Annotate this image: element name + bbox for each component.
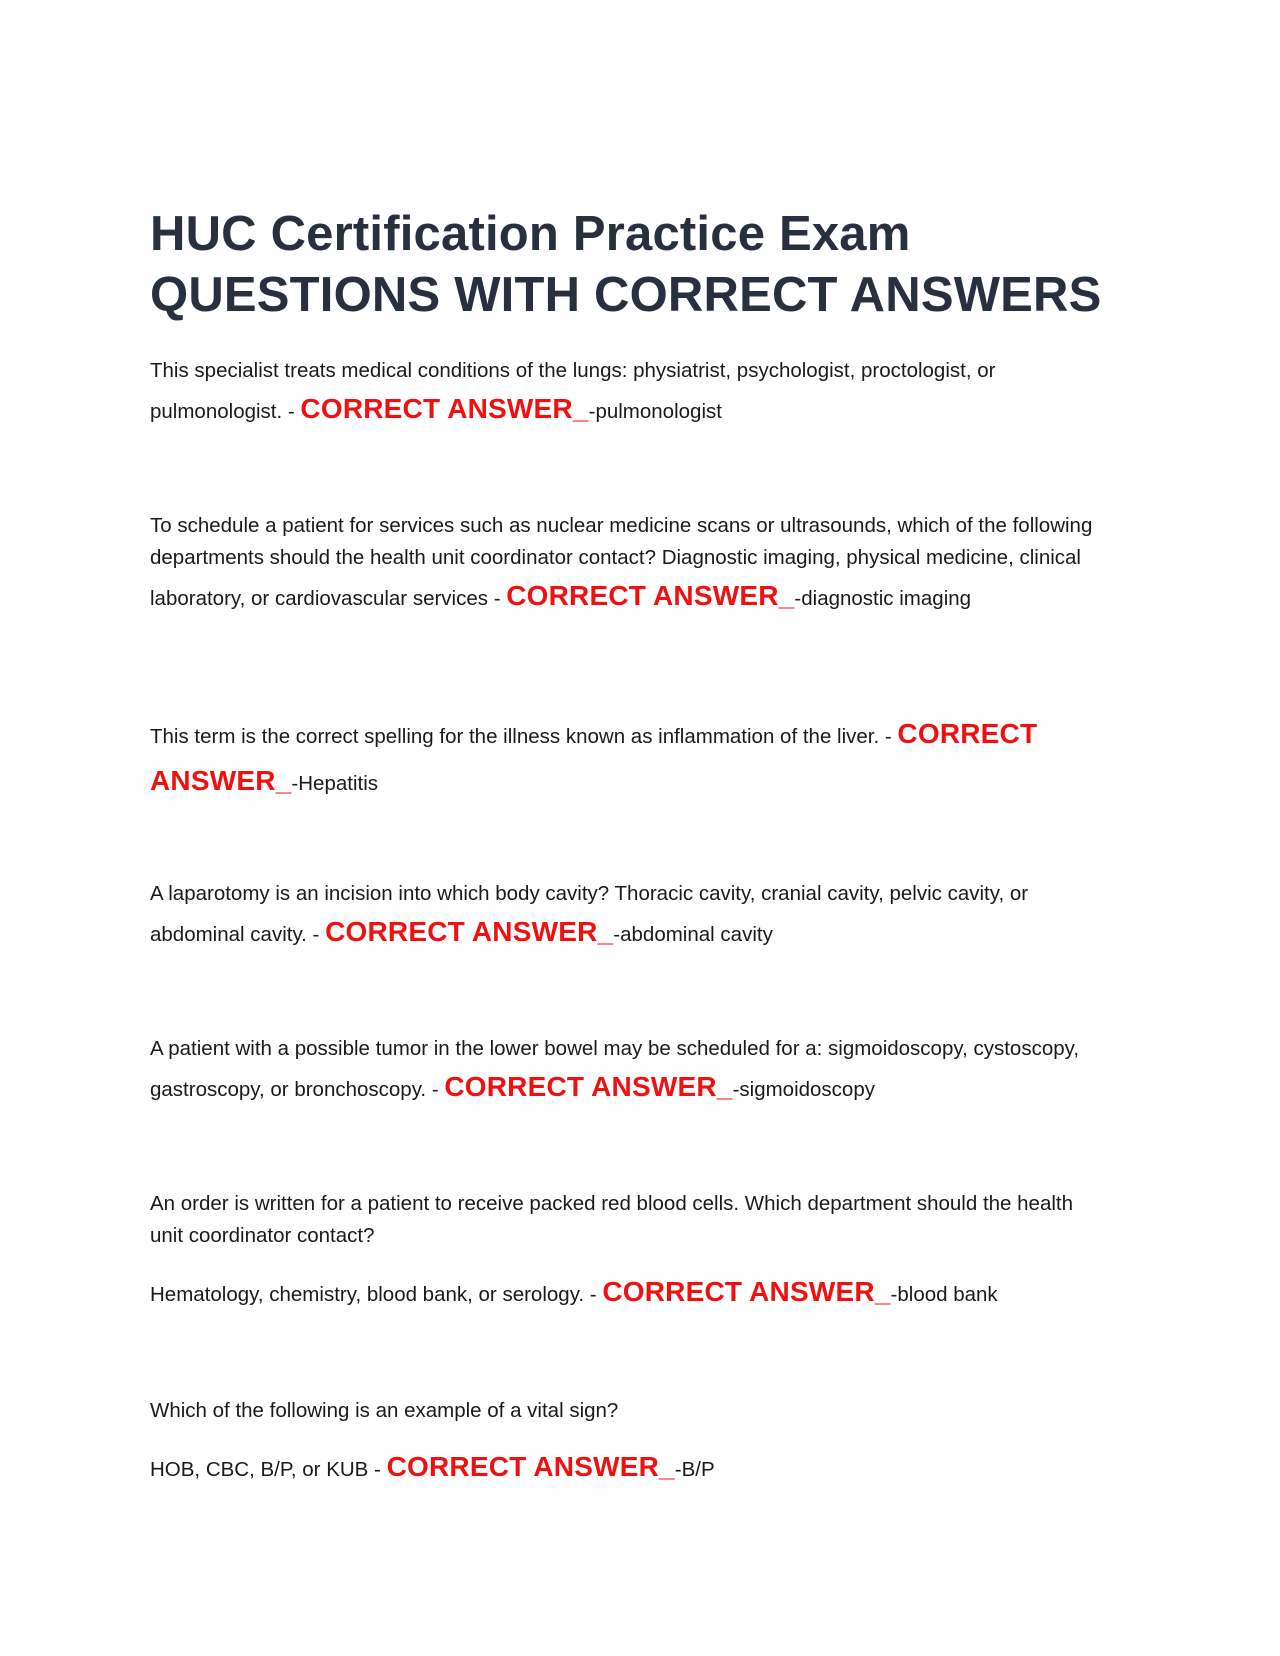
correct-answer-label: CORRECT ANSWER_	[506, 580, 795, 611]
correct-answer-label: CORRECT ANSWER_	[325, 916, 614, 947]
correct-answer-label: CORRECT ANSWER_	[602, 1276, 891, 1307]
question-block	[150, 1395, 1130, 1492]
answer-line	[150, 1065, 1130, 1112]
question-text: A patient with a possible tumor in the lower bowel may be scheduled for a: sigmoidoscopy, cystoscopy,	[150, 1037, 1080, 1060]
answer-value: -abdominal cavity	[613, 923, 773, 946]
answer-line	[150, 1270, 1130, 1317]
question-text: departments should the health unit coordinator contact? Diagnostic imaging, physical medicine, clinical	[150, 546, 1081, 569]
question-block	[150, 1033, 1130, 1112]
question-text: A laparotomy is an incision into which body cavity? Thoracic cavity, cranial cavity, pelvic cavity, or	[150, 882, 1029, 905]
answer-line	[150, 1445, 1130, 1492]
question-text: unit coordinator contact?	[150, 1224, 375, 1247]
question-block	[150, 355, 1130, 434]
question-tail: gastroscopy, or bronchoscopy. -	[150, 1078, 445, 1101]
correct-answer-label-part2: ANSWER_	[150, 765, 292, 796]
answer-value: -sigmoidoscopy	[732, 1078, 875, 1101]
question-block	[150, 878, 1130, 957]
correct-answer-label: CORRECT ANSWER_	[386, 1451, 675, 1482]
answer-value: -pulmonologist	[588, 400, 722, 423]
answer-line	[150, 387, 1130, 434]
question-tail: laboratory, or cardiovascular services -	[150, 587, 507, 610]
answer-line	[150, 910, 1130, 957]
question-text: This specialist treats medical conditions of the lungs: physiatrist, psychologist, proctologist, or	[150, 359, 996, 382]
correct-answer-label: CORRECT ANSWER_	[444, 1071, 733, 1102]
question-tail: pulmonologist. -	[150, 400, 301, 423]
question-tail: HOB, CBC, B/P, or KUB -	[150, 1458, 387, 1481]
answer-line	[150, 712, 1130, 759]
question-tail: This term is the correct spelling for the illness known as inflammation of the liver. -	[150, 725, 898, 748]
question-block	[150, 712, 1130, 806]
page-title	[150, 204, 1150, 326]
question-block	[150, 510, 1130, 621]
answer-line	[150, 759, 1130, 806]
question-text: An order is written for a patient to receive packed red blood cells. Which department should the health	[150, 1192, 1074, 1215]
correct-answer-label-part1: CORRECT	[897, 718, 1038, 749]
question-tail: abdominal cavity. -	[150, 923, 326, 946]
question-tail: Hematology, chemistry, blood bank, or serology. -	[150, 1283, 603, 1306]
title-line-2: QUESTIONS WITH CORRECT ANSWERS	[150, 268, 1102, 322]
question-text: To schedule a patient for services such as nuclear medicine scans or ultrasounds, which of the following	[150, 514, 1093, 537]
correct-answer-label: CORRECT ANSWER_	[300, 393, 589, 424]
answer-value: -diagnostic imaging	[794, 587, 972, 610]
question-block	[150, 1188, 1130, 1317]
question-text: Which of the following is an example of a vital sign?	[150, 1399, 619, 1422]
answer-value: -blood bank	[890, 1283, 998, 1306]
answer-line	[150, 574, 1130, 621]
answer-value: -B/P	[674, 1458, 715, 1481]
title-line-1: HUC Certification Practice Exam	[150, 207, 911, 261]
answer-value: -Hepatitis	[291, 772, 379, 795]
